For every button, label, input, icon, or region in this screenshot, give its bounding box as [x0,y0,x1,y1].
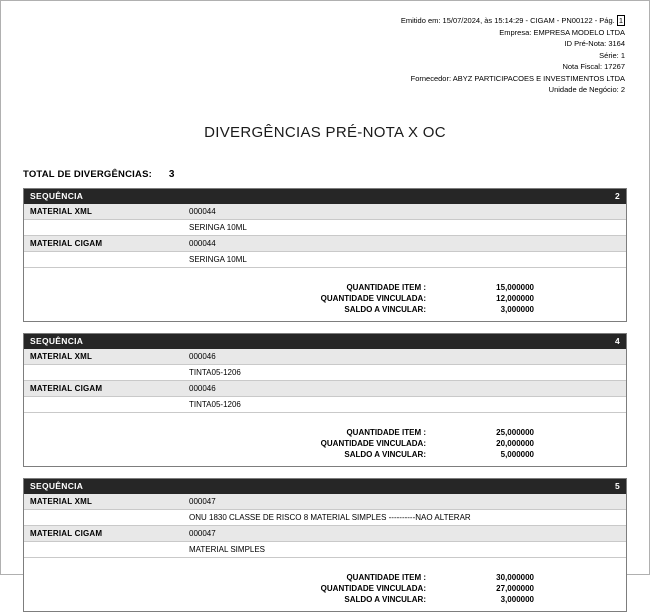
header-invoice-line [25,61,625,73]
group-totals [24,268,626,321]
quantity-linked-value: 12,000000 [496,293,534,303]
header-supplier-line [25,73,625,85]
balance-to-link-line [24,594,626,605]
material-xml-desc-spacer [24,220,189,235]
material-cigam-description: SERINGA 10ML [189,254,247,264]
quantity-linked-line [24,583,626,594]
quantity-linked-label: QUANTIDADE VINCULADA: [320,583,426,593]
table-row [24,204,626,220]
sequence-value: 5 [614,480,620,491]
header-series-line [25,50,625,62]
quantity-linked-label: QUANTIDADE VINCULADA: [320,438,426,448]
material-cigam-desc-spacer [24,397,189,412]
quantity-linked-line [24,293,626,304]
sequence-bar [24,479,626,494]
sequence-bar [24,189,626,204]
quantity-item-label: QUANTIDADE ITEM : [346,572,426,582]
table-row [24,220,626,236]
total-divergences-value: 3 [168,168,175,180]
material-cigam-label: MATERIAL CIGAM [30,238,103,248]
group-totals [24,413,626,466]
series-value: 1 [620,50,625,60]
series-label: Série: [599,50,619,60]
quantity-linked-line [24,438,626,449]
divergence-group [23,333,627,467]
sequence-label: SEQUÊNCIA [30,335,84,346]
page-title: DIVERGÊNCIAS PRÉ-NOTA X OC [204,123,446,141]
material-cigam-desc-spacer [24,542,189,557]
quantity-item-label: QUANTIDADE ITEM : [346,282,426,292]
balance-to-link-label: SALDO A VINCULAR: [344,304,426,314]
divergence-group [23,478,627,612]
material-xml-code: 000047 [189,496,216,506]
table-row [24,381,626,397]
emission-text: Emitido em: 15/07/2024, às 15:14:29 - CIGAM - PN00122 - Pág. [400,16,615,25]
material-xml-label: MATERIAL XML [30,351,93,361]
quantity-item-value: 30,000000 [496,572,534,582]
quantity-linked-value: 20,000000 [496,438,534,448]
quantity-item-line [24,282,626,293]
sequence-label: SEQUÊNCIA [30,190,84,201]
material-cigam-description: MATERIAL SIMPLES [189,544,266,554]
material-xml-description: SERINGA 10ML [189,222,247,232]
header-emission-line [25,15,625,27]
invoice-value: 17267 [604,62,625,71]
total-divergences-label: TOTAL DE DIVERGÊNCIAS: [23,168,152,180]
material-cigam-code: 000046 [189,383,216,393]
material-xml-description: ONU 1830 CLASSE DE RISCO 8 MATERIAL SIMPLES ----------NAO ALTERAR [189,512,471,522]
sequence-value: 4 [614,335,620,346]
divergence-groups [23,188,627,612]
balance-to-link-value: 3,000000 [500,594,534,604]
balance-to-link-line [24,304,626,315]
sequence-label: SEQUÊNCIA [30,480,84,491]
quantity-linked-value: 27,000000 [496,583,534,593]
quantity-item-line [24,427,626,438]
quantity-linked-label: QUANTIDADE VINCULADA: [320,293,426,303]
balance-to-link-label: SALDO A VINCULAR: [344,594,426,604]
table-row [24,252,626,268]
sequence-value: 2 [614,190,620,201]
material-cigam-code: 000044 [189,238,216,248]
invoice-label: Nota Fiscal: [562,62,603,71]
table-row [24,397,626,413]
prenote-id-label: ID Pré-Nota: [564,39,607,48]
material-cigam-code: 000047 [189,528,216,538]
header-company-line [25,27,625,39]
material-xml-label: MATERIAL XML [30,496,93,506]
quantity-item-line [24,572,626,583]
total-divergences [23,169,649,180]
business-unit-value: 2 [620,85,625,94]
balance-to-link-value: 5,000000 [500,449,534,459]
material-cigam-label: MATERIAL CIGAM [30,383,103,393]
material-xml-label: MATERIAL XML [30,206,93,216]
prenote-id-value: 3164 [608,39,625,48]
business-unit-label: Unidade de Negócio: [548,85,619,94]
table-row [24,349,626,365]
balance-to-link-line [24,449,626,460]
material-cigam-description: TINTA05-1206 [189,399,241,409]
company-value: EMPRESA MODELO LTDA [533,27,625,37]
page-number: 1 [618,16,623,25]
header-business-unit-line [25,84,625,96]
quantity-item-value: 25,000000 [496,427,534,437]
material-xml-desc-spacer [24,510,189,525]
table-row [24,510,626,526]
table-row [24,526,626,542]
supplier-label: Fornecedor: [410,73,452,83]
header-prenote-id-line [25,38,625,50]
material-cigam-label: MATERIAL CIGAM [30,528,103,538]
report-header [1,1,649,96]
material-xml-code: 000046 [189,351,216,361]
group-totals [24,558,626,611]
material-xml-code: 000044 [189,206,216,216]
divergence-group [23,188,627,322]
material-xml-desc-spacer [24,365,189,380]
sequence-bar [24,334,626,349]
quantity-item-label: QUANTIDADE ITEM : [346,427,426,437]
material-cigam-desc-spacer [24,252,189,267]
table-row [24,365,626,381]
table-row [24,494,626,510]
table-row [24,236,626,252]
balance-to-link-label: SALDO A VINCULAR: [344,449,426,459]
balance-to-link-value: 3,000000 [500,304,534,314]
supplier-value: ABYZ PARTICIPACOES E INVESTIMENTOS LTDA [452,73,625,83]
table-row [24,542,626,558]
material-xml-description: TINTA05-1206 [189,367,241,377]
company-label: Empresa: [499,27,532,37]
quantity-item-value: 15,000000 [496,282,534,292]
